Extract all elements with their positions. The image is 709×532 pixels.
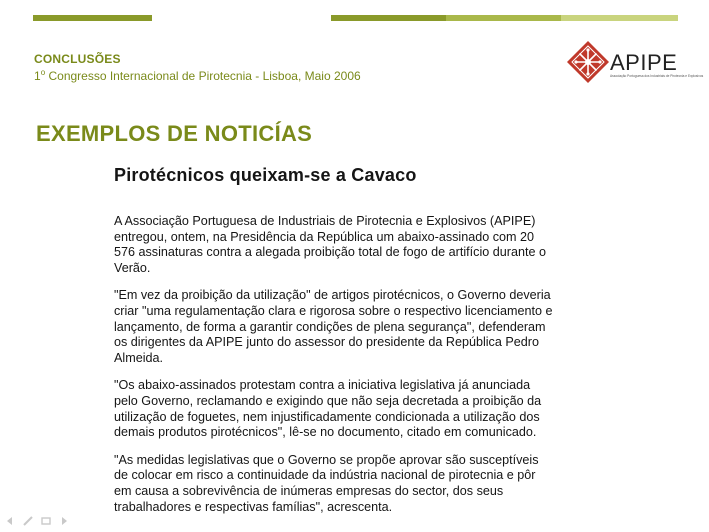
header-title: CONCLUSÕES bbox=[34, 52, 121, 66]
apipe-logo bbox=[566, 38, 704, 88]
subtitle-ordinal: 1 bbox=[34, 69, 41, 83]
clipping-paragraph: "Em vez da proibição da utilização" de artigos pirotécnicos, o Governo deveria criar "uma regulamentação clara e rigorosa sobre o respectivo licenciamento e lançamento, de forma a garantir condições de plena segurança", defenderam os dirigentes da APIPE junto do assessor do presidente da República Pedro Almeida. bbox=[114, 288, 553, 365]
logo-tagline: Associação Portuguesa dos Industriais de Pirotecnia e Explosivos bbox=[610, 74, 704, 78]
slide-menu-icon[interactable] bbox=[40, 514, 52, 526]
next-arrow-icon[interactable] bbox=[58, 514, 70, 526]
clipping-paragraph: A Associação Portuguesa de Industriais de Pirotecnia e Explosivos (APIPE) entregou, ontem, na Presidência da República um abaixo-assinado com 20 576 assinaturas contra a alegada proibição total de fogo de artifício durante o Verão. bbox=[114, 214, 546, 275]
top-accent-bar-right-mid bbox=[446, 15, 561, 21]
previous-arrow-icon[interactable] bbox=[4, 514, 16, 526]
slideshow-nav bbox=[4, 514, 70, 526]
clipping-headline: Pirotécnicos queixam-se a Cavaco bbox=[114, 165, 417, 185]
clipping-paragraph: "As medidas legislativas que o Governo se propõe aprovar são susceptíveis de colocar em risco a continuidade da indústria nacional de pirotecnia e pôr em causa a sobrevivência de inúmeras empresas do sector, dos seus trabalhadores e respectivas famílias", acrescenta. bbox=[114, 452, 539, 514]
firework-diamond-icon bbox=[566, 40, 610, 84]
top-accent-bar-right-light bbox=[561, 15, 678, 21]
section-heading: EXEMPLOS DE NOTICÍAS bbox=[36, 121, 313, 146]
top-accent-bar-right-dark bbox=[331, 15, 446, 21]
news-clipping bbox=[104, 165, 554, 514]
clipping-paragraph: "Os abaixo-assinados protestam contra a iniciativa legislativa já anunciada pelo Governo, reclamando e exigindo que não seja decretada a proibição da utilização de foguetes, nem injustificadamente condicionada a utilização dos demais produtos pirotécnicos", lê-se no documento, citado em comunicado. bbox=[114, 378, 542, 440]
header-subtitle bbox=[34, 68, 361, 83]
subtitle-text: Congresso Internacional de Pirotecnia - Lisboa, Maio 2006 bbox=[45, 69, 361, 83]
subtitle-ordinal-suffix: o bbox=[40, 68, 46, 77]
top-accent-bar-left bbox=[33, 15, 152, 21]
logo-name: APIPE bbox=[610, 50, 678, 75]
pen-icon[interactable] bbox=[22, 514, 34, 526]
